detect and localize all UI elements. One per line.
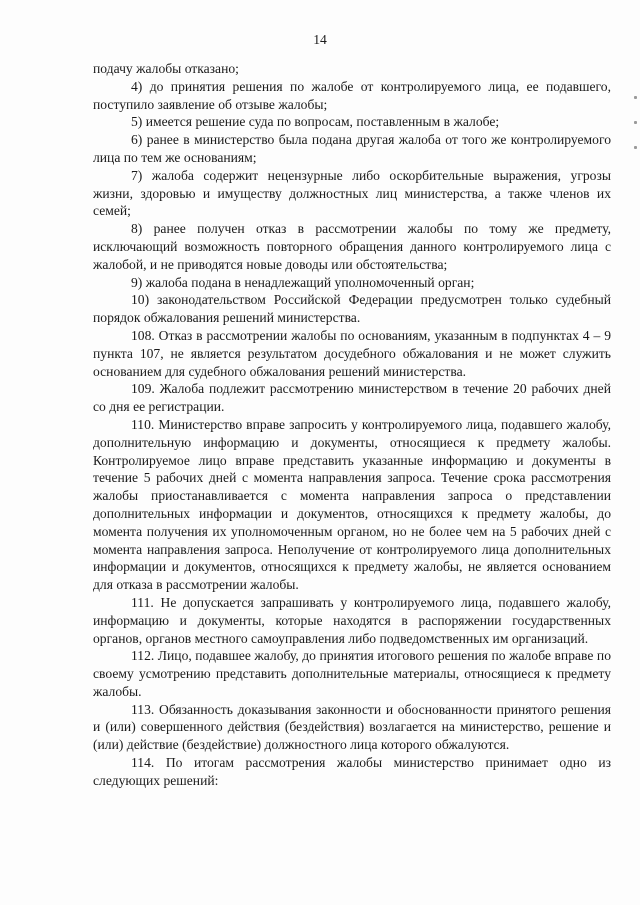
paragraph-item-6: 6) ранее в министерство была подана другая жалоба от того же контролируемого лица по тем же основаниям;: [93, 132, 611, 165]
scan-edge-marks: [634, 96, 638, 171]
paragraph-item-5: 5) имеется решение суда по вопросам, поставленным в жалобе;: [131, 114, 500, 130]
paragraph-112: 112. Лицо, подавшее жалобу, до принятия итогового решения по жалобе вправе по своему усмотрению представить дополнительные материалы, относящиеся к предмету жалобы.: [93, 648, 611, 699]
scan-mark: [634, 96, 637, 99]
scan-mark: [634, 121, 637, 124]
document-body: [93, 60, 611, 790]
scan-mark: [634, 146, 637, 149]
paragraph-item-7: 7) жалоба содержит нецензурные либо оскорбительные выражения, угрозы жизни, здоровью и имуществу должностных лиц министерства, а также членов их семей;: [93, 167, 611, 219]
paragraph-item-10: 10) законодательством Российской Федерации предусмотрен только судебный порядок обжалования решений министерства.: [93, 292, 611, 326]
paragraph-110: 110. Министерство вправе запросить у контролируемого лица, подавшего жалобу, дополнительную информацию и документы, относящиеся к предмету жалобы. Контролируемое лицо вправе представить указанные информацию и документы в течение 5 рабочих дней с момента направления запроса. Течение срока рассмотрения жалобы приостанавливается с момента направления запроса о представлении дополнительных информации и документов, относящихся к предмету жалобы, до момента получения их уполномоченным органом, но не более чем на 5 рабочих дней с момента направления запроса. Неполучение от контролируемого лица дополнительных информации и документов, относящихся к предмету жалобы, не является основанием для отказа в рассмотрении жалобы.: [93, 416, 611, 593]
paragraph-108: 108. Отказ в рассмотрении жалобы по основаниям, указанным в подпунктах 4 – 9 пункта 107, не является результатом досудебного обжалования и не может служить основанием для судебного обжалования решений министерства.: [93, 327, 611, 379]
paragraph-continuation: подачу жалобы отказано;: [93, 61, 239, 76]
paragraph-item-8: 8) ранее получен отказ в рассмотрении жалобы по тому же предмету, исключающий возможность повторного обращения данного контролируемого лица с жалобой, и не приводятся новые доводы или обстоятельства;: [93, 221, 611, 272]
paragraph-109: 109. Жалоба подлежит рассмотрению министерством в течение 20 рабочих дней со дня ее регистрации.: [93, 381, 611, 415]
paragraph-item-4: 4) до принятия решения по жалобе от контролируемого лица, ее подавшего, поступило заявление об отзыве жалобы;: [93, 78, 611, 112]
page-number: 14: [313, 32, 327, 47]
paragraph-113: 113. Обязанность доказывания законности и обоснованности принятого решения и (или) совершенного действия (бездействия) возлагается на министерство, решение и (или) действие (бездействие) должностного лица которого обжалуются.: [93, 701, 611, 753]
paragraph-111: 111. Не допускается запрашивать у контролируемого лица, подавшего жалобу, информацию и документы, которые находятся в распоряжении государственных органов, органов местного самоуправления либо подведомственных им организаций.: [93, 594, 611, 646]
paragraph-114: 114. По итогам рассмотрения жалобы министерство принимает одно из следующих решений:: [93, 755, 611, 788]
paragraph-item-9: 9) жалоба подана в ненадлежащий уполномоченный орган;: [131, 274, 475, 290]
